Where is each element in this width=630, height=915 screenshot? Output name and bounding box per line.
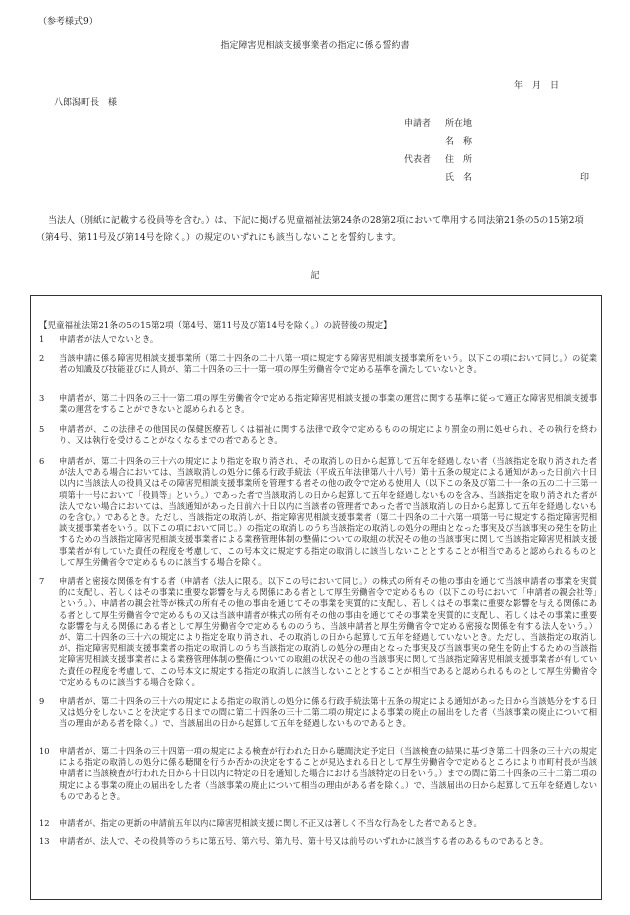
ki-heading: 記: [310, 271, 320, 281]
provision-text: 申請者が、この法律その他国民の保健医療若しくは福祉に関する法律で政令で定めるものの規定により罰金の刑に処せられ、その執行を終わり、又は執行を受けることがなくなるまでの者であるとき。: [59, 424, 597, 446]
provision-text: 申請者が、第二十四条の三十一第二項の厚生労働省令で定める指定障害児相談支援の事業の運営に関する基準に従って適正な障害児相談支援事業の運営をすることができないと認められるとき。: [59, 393, 597, 415]
seal-label: 印: [580, 173, 590, 183]
provisions-box: [30, 295, 602, 900]
provision-item: [39, 456, 597, 568]
provision-text: 申請者が、第二十四条の三十四第一項の規定による検査が行われた日から聴聞決定予定日（当該検査の結果に基づき第二十四条の三十六の規定による指定の取消しの処分に係る聴聞を行うか否かの決定をすることが見込まれる日として厚生労働省令で定めるところにより市町村長が当該申請者に当該検査が行われた日から十日以内に特定の日を通知した場合における当該特定の日をいう。）までの間に第二十四条の三十二第二項の規定による事業の廃止の届出をした者（当該事業の廃止について相当の理由がある者を除く。）で、当該届出の日から起算して五年を経過しないものであるとき。: [59, 746, 597, 801]
provision-text: 申請者が、第二十四条の三十六の規定により指定を取り消され、その取消しの日から起算して五年を経過しない者（当該指定を取り消された者が法人である場合においては、当該取消しの処分に係る行政手続法（平成五年法律第八十八号）第十五条の規定による通知があった日前六十日以内に当該法人の役員又はその障害児相談支援事業所を管理する者その他の政令で定める使用人（以下この条及び第二十一条の五の二十三第一項第十一号において「役員等」という。）であった者で当該取消しの日から起算して五年を経過しないものを含み、当該指定を取り消された者が法人でない場合においては、当該通知があった日前六十日以内に当該者の管理者であった者で当該取消しの日から起算して五年を経過しないものを含む。）であるとき。ただし、当該指定の取消しが、指定障害児相談支援事業者（第二十四条の二十六第一項第一号に規定する指定障害児相談支援事業者をいう。以下この項において同じ。）の指定の取消しのうち当該指定の取消しの処分の理由となった事実及び当該事実の発生を防止するための当該指定障害児相談支援事業者による業務管理体制の整備についての取組の状況その他の当該事実に関して当該指定障害児相談支援事業者が有していた責任の程度を考慮して、この号本文に規定する指定の取消しに該当しないこととすることが相当であると認められるものとして厚生労働省令で定めるものに該当する場合を除く。: [59, 456, 597, 567]
provision-item: [39, 818, 597, 829]
provision-item: [39, 836, 597, 847]
applicant-label: 申請者: [404, 119, 432, 129]
provision-number: 7: [39, 576, 45, 586]
rep-name-label: 氏 名: [445, 173, 473, 183]
provision-item: [39, 393, 597, 415]
provision-number: 12: [39, 818, 50, 828]
provision-number: 3: [39, 393, 45, 403]
provision-item: [39, 353, 597, 375]
provision-number: 6: [39, 456, 45, 466]
document-title: 指定障害児相談支援事業者の指定に係る誓約書: [220, 41, 410, 51]
addressee: 八郎潟町長 様: [54, 98, 118, 108]
provision-number: 2: [39, 353, 45, 363]
address-label: 所在地: [445, 119, 473, 129]
provision-text: 申請者が、第二十四条の三十六の規定による指定の取消しの処分に係る行政手続法第十五条の規定による通知があった日から当該処分をする日又は処分をしないことを決定する日までの間に第二十四条の三十二第二項の規定による事業の廃止の届出をした者（当該事業の廃止について相当の理由がある者を除く。）で、当該届出の日から起算して五年を経過しないものであるとき。: [59, 696, 597, 729]
provision-item: [39, 696, 597, 730]
pledge-text: 当法人（別紙に記載する役員等を含む。）は、下記に掲げる児童福祉法第24条の28第2項において準用する同法第21条の5の15第2項（第4号、第11号及び第14号を除く。）の規定のいずれにも該当しないことを誓約します。: [36, 216, 584, 243]
provision-text: 当該申請に係る障害児相談支援事業所（第二十四条の二十八第一項に規定する障害児相談支援事業所をいう。以下この項において同じ。）の従業者の知識及び技能並びに人員が、第二十四条の三十一第一項の厚生労働省令で定める基準を満たしていないとき。: [59, 353, 597, 375]
provision-number: 13: [39, 836, 50, 846]
provision-number: 9: [39, 696, 45, 706]
provision-text: 申請者と密接な関係を有する者（申請者（法人に限る。以下この号において同じ。）の株式の所有その他の事由を通じて当該申請者の事業を実質的に支配し、若しくはその事業に重要な影響を与える関係にある者として厚生労働省令で定めるもの（以下この号において「申請者の親会社等」という。）、申請者の親会社等が株式の所有その他の事由を通じてその事業を実質的に支配し、若しくはその事業に重要な影響を与える関係にある者として厚生労働省令で定めるもの又は当該申請者が株式の所有その他の事由を通じてその事業を実質的に支配し、若しくはその事業に重要な影響を与える関係にある者として厚生労働省令で定めるもののうち、当該申請者と厚生労働省令で定める密接な関係を有する法人をいう。）が、第二十四条の三十六の規定により指定を取り消され、その取消しの日から起算して五年を経過していないとき。ただし、当該指定の取消しが、指定障害児相談支援事業者の指定の取消しのうち当該指定の取消しの処分の理由となった事実及び当該事実の発生を防止するための当該指定障害児相談支援事業者による業務管理体制の整備についての取組の状況その他の当該事実に関して当該指定障害児相談支援事業者が有していた責任の程度を考慮して、この号本文に規定する指定の取消しに該当しないこととすることが相当であると認められるものとして厚生労働省令で定めるものに該当する場合を除く。: [59, 576, 597, 687]
provision-item: [39, 334, 597, 345]
date-line: 年 月 日: [514, 81, 560, 91]
provision-number: 10: [39, 746, 50, 756]
name-label: 名 称: [445, 137, 473, 147]
provision-item: [39, 576, 597, 688]
provision-text: 申請者が法人でないとき。: [59, 334, 159, 344]
rep-address-label: 住 所: [445, 155, 473, 165]
provision-item: [39, 746, 597, 802]
form-note: （参考様式9）: [38, 17, 98, 27]
provision-number: 1: [39, 334, 45, 344]
representative-label: 代表者: [404, 155, 432, 165]
provision-text: 申請者が、指定の更新の申請前五年以内に障害児相談支援に関し不正又は著しく不当な行為をした者であるとき。: [59, 818, 482, 828]
provision-item: [39, 424, 597, 446]
provisions-heading: 【児童福祉法第21条の5の15第2項（第4号、第11号及び第14号を除く。）の読替後の規定】: [39, 321, 392, 331]
provision-text: 申請者が、法人で、その役員等のうちに第五号、第六号、第九号、第十号又は前号のいずれかに該当する者のあるものであるとき。: [59, 836, 549, 846]
provision-number: 5: [39, 424, 45, 434]
